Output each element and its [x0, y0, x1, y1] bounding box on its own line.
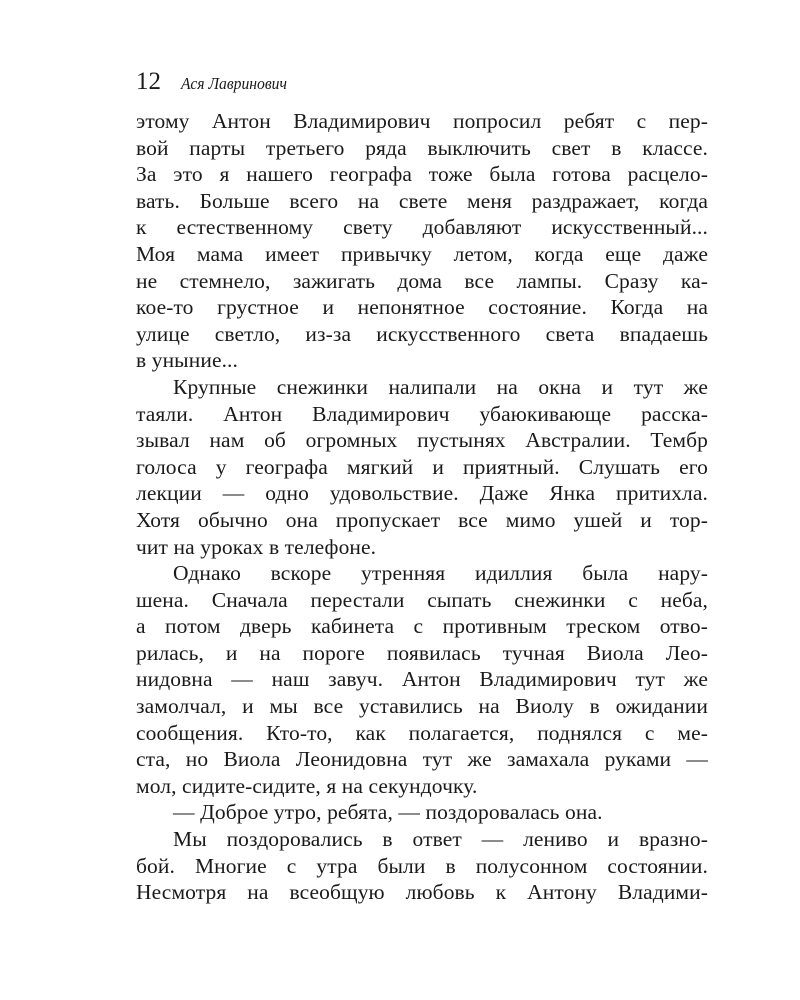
text-line: — Доброе утро, ребята, — поздоровалась она. [173, 800, 603, 825]
text-line: Однако вскоре утренняя идиллия была нару- [173, 561, 708, 586]
text-line: к естественному свету добавляют искусственный... [136, 215, 708, 240]
text-line: улице светло, из-за искусственного света впадаешь [136, 321, 708, 346]
text-line: не стемнело, зажигать дома все лампы. Сразу ка- [136, 268, 708, 293]
text-line: этому Антон Владимирович попросил ребят с пер- [136, 109, 708, 133]
text-line: зывал нам об огромных пустынях Австралии. Тембр [136, 428, 708, 453]
text-line: лекции — одно удовольствие. Даже Янка притихла. [136, 481, 708, 506]
text-line: вать. Больше всего на свете меня раздражает, когда [136, 188, 708, 213]
text-line: а потом дверь кабинета с противным треском отво- [136, 614, 708, 639]
text-line: сообщения. Кто-то, как полагается, поднялся с ме- [136, 720, 708, 745]
text-line: кое-то грустное и непонятное состояние. Когда на [136, 295, 708, 320]
text-line: нидовна — наш завуч. Антон Владимирович тут же [136, 667, 708, 692]
text-line: замолчал, и мы все уставились на Виолу в ожидании [136, 694, 708, 719]
body-text [136, 108, 708, 906]
text-line: мол, сидите-сидите, я на секундочку. [136, 773, 478, 798]
text-line: бой. Многие с утра были в полусонном состоянии. [136, 853, 708, 878]
text-line: шена. Сначала перестали сыпать снежинки с неба, [136, 587, 708, 612]
text-line: таяли. Антон Владимирович убаюкивающе расска- [136, 401, 708, 426]
author-name: Ася Лавринович [181, 74, 287, 93]
text-line: ста, но Виола Леонидовна тут же замахала руками — [136, 747, 708, 772]
text-line: в уныние... [136, 348, 239, 373]
text-line: Мы поздоровались в ответ — лениво и вразно- [173, 827, 708, 852]
text-line: Несмотря на всеобщую любовь к Антону Владими- [136, 880, 708, 905]
text-line: голоса у географа мягкий и приятный. Слушать его [136, 454, 708, 479]
running-head [136, 68, 296, 98]
text-line: Крупные снежинки налипали на окна и тут же [173, 374, 708, 399]
text-line: вой парты третьего ряда выключить свет в классе. [136, 135, 708, 160]
page-number: 12 [136, 68, 161, 95]
text-line: рилась, и на пороге появилась тучная Виола Лео- [136, 640, 708, 665]
text-line: чит на уроках в телефоне. [136, 534, 377, 559]
text-line: Моя мама имеет привычку летом, когда еще даже [136, 241, 708, 266]
text-line: Хотя обычно она пропускает все мимо ушей и тор- [136, 507, 708, 532]
text-line: За это я нашего географа тоже была готова расцело- [136, 162, 708, 187]
